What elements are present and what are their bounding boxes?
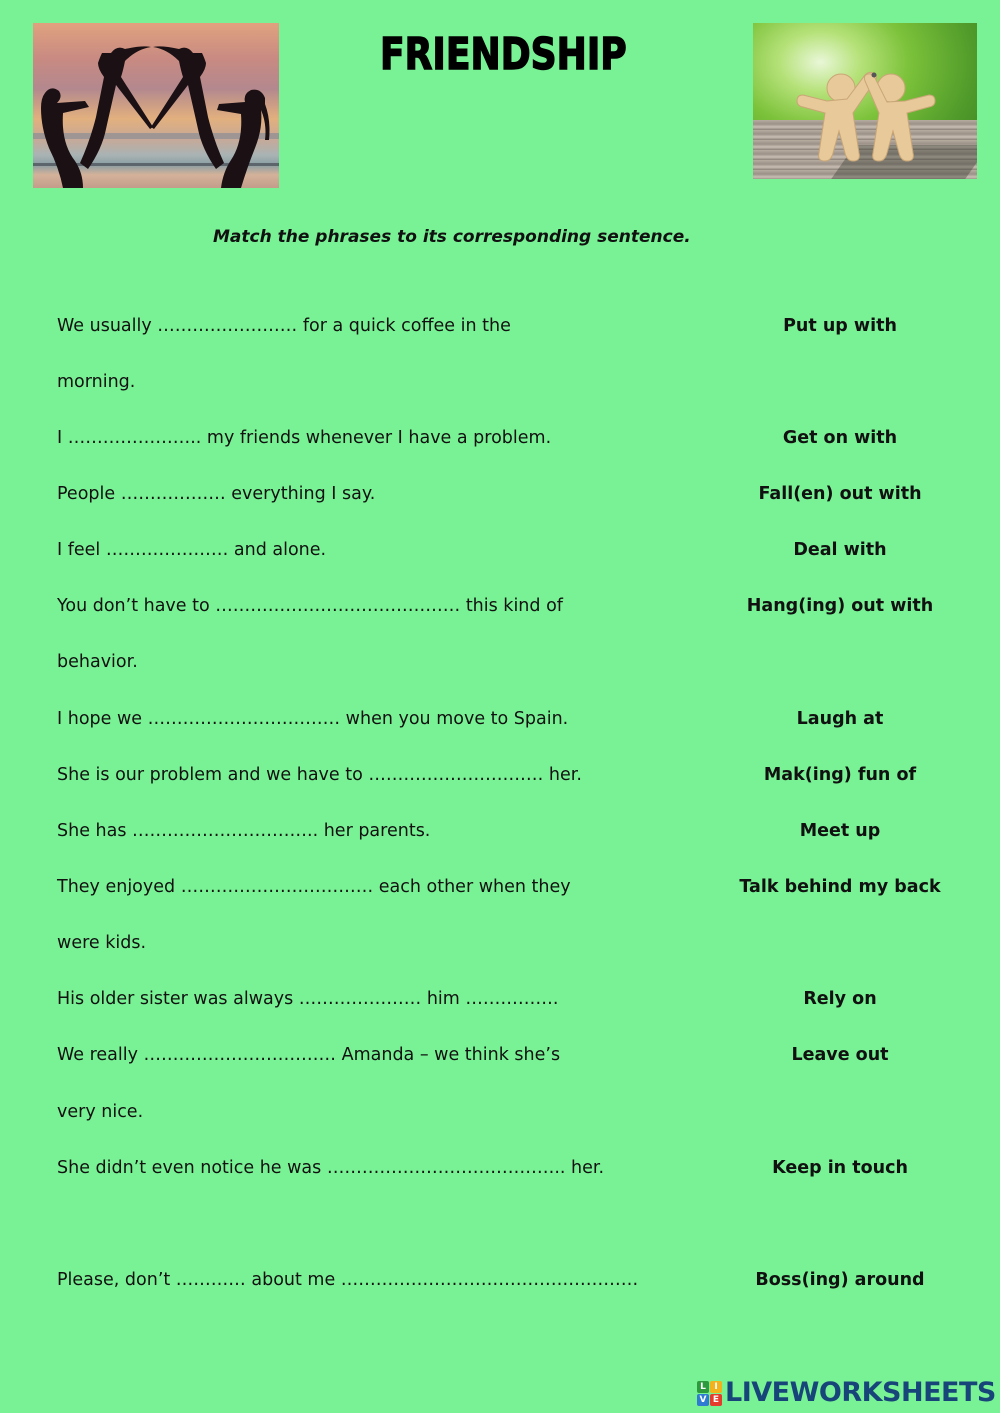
sentence-line: very nice. [57,1102,144,1122]
phrase-item[interactable]: Get on with [782,428,898,448]
sentence-line: morning. [57,372,136,392]
instructions-text: Match the phrases to its corresponding sentence. [213,227,691,247]
sentence-line[interactable]: They enjoyed …………………………… each other when they [57,877,571,897]
phrase-item[interactable]: Laugh at [796,709,884,729]
phrase-item[interactable]: Hang(ing) out with [746,596,934,616]
phrase-item[interactable]: Rely on [803,989,877,1009]
sentence-line[interactable]: She is our problem and we have to ………………………… her. [57,765,582,785]
logo-block-v: V [697,1394,709,1406]
logo-block-l: L [697,1381,709,1393]
sentence-line[interactable]: She has ………………………….. her parents. [57,821,431,841]
sentence-line: were kids. [57,933,147,953]
sentence-line[interactable]: Please, don’t ………… about me …………………………………………… [57,1270,639,1290]
phrase-item[interactable]: Put up with [783,316,897,336]
phrase-item[interactable]: Talk behind my back [739,877,941,897]
sentence-line[interactable]: We really …………………………… Amanda – we think she’s [57,1045,561,1065]
page-title: FRIENDSHIP [380,29,627,80]
sentence-line: behavior. [57,652,138,672]
phrase-item[interactable]: Deal with [793,540,887,560]
phrase-item[interactable]: Meet up [799,821,881,841]
phrase-item[interactable]: Fall(en) out with [758,484,922,504]
phrase-item[interactable]: Leave out [791,1045,889,1065]
liveworksheets-logo[interactable] [697,1378,996,1408]
wooden-figures-icon [753,23,977,179]
sentence-line[interactable]: His older sister was always ………………… him ……………. [57,989,559,1009]
silhouettes-heart-image [33,23,279,188]
logo-text: LIVEWORKSHEETS [725,1377,996,1408]
phrase-item[interactable]: Keep in touch [772,1158,908,1178]
wooden-figures-image [753,23,977,179]
logo-block-i: I [710,1381,722,1393]
sentence-line[interactable]: People ……………… everything I say. [57,484,376,504]
sentence-line[interactable]: I feel ………………… and alone. [57,540,327,560]
sentence-line[interactable]: I hope we …………………………… when you move to Spain. [57,709,569,729]
sentence-line[interactable]: We usually …………………… for a quick coffee in the [57,316,511,336]
phrase-item[interactable]: Boss(ing) around [755,1270,925,1290]
sentence-line[interactable]: She didn’t even notice he was ………………………………….. her. [57,1158,605,1178]
phrase-item[interactable]: Mak(ing) fun of [763,765,917,785]
live-blocks-icon [697,1381,722,1406]
heart-silhouettes-icon [33,23,279,188]
sentence-line[interactable]: You don’t have to …………………………………… this kind of [57,596,563,616]
logo-block-e: E [710,1394,722,1406]
sentence-line[interactable]: I ………………….. my friends whenever I have a problem. [57,428,552,448]
